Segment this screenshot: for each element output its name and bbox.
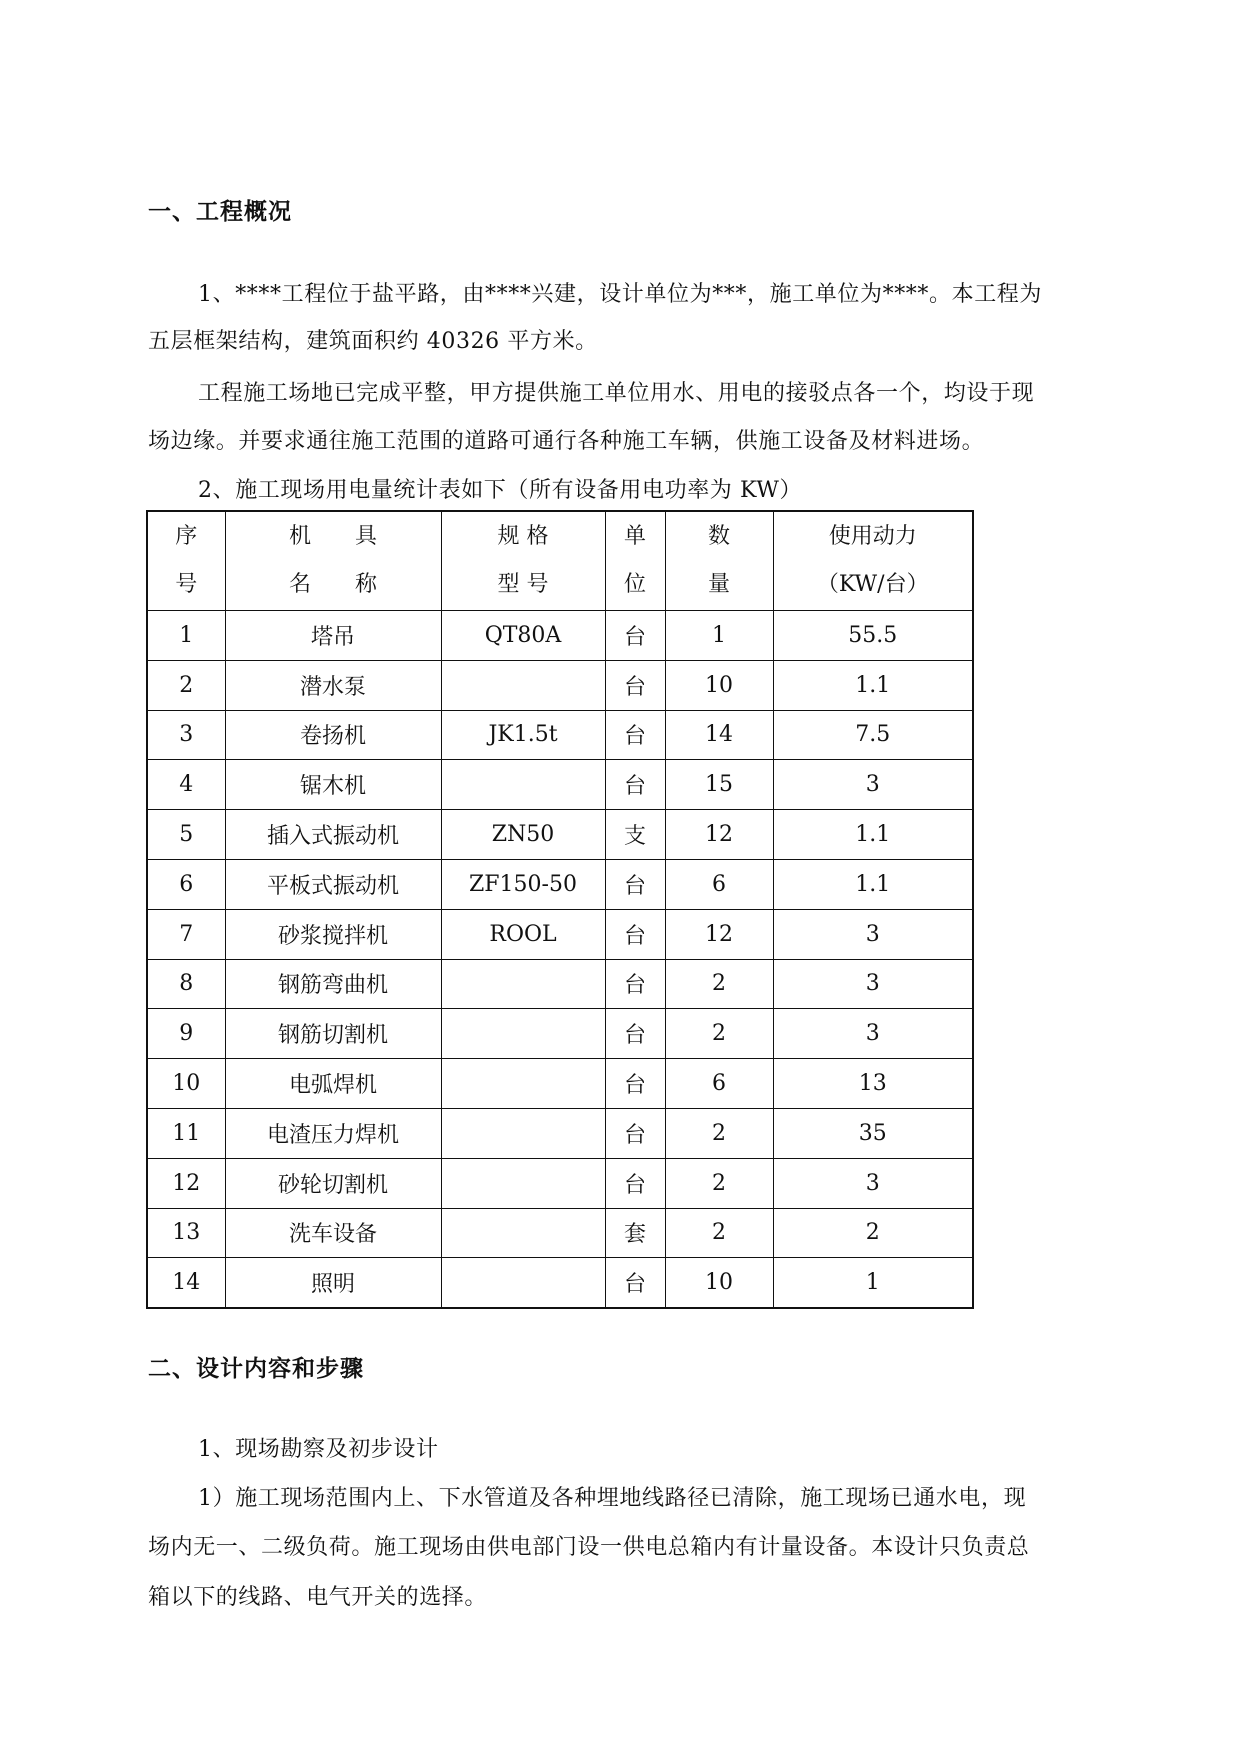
- cell-power: 1: [773, 1258, 973, 1308]
- cell-model: QT80A: [441, 611, 605, 661]
- section-2-paragraph-line-3: 箱以下的线路、电气开关的选择。: [148, 1585, 488, 1610]
- paragraph-2-line-2: 场边缘。并要求通往施工范围的道路可通行各种施工车辆，供施工设备及材料进场。: [148, 429, 985, 454]
- table-row: [147, 710, 973, 760]
- cell-index: 4: [147, 760, 225, 810]
- cell-name: 钢筋弯曲机: [225, 959, 441, 1009]
- cell-index: 14: [147, 1258, 225, 1308]
- cell-quantity: 2: [665, 1108, 773, 1158]
- cell-model: ZF150-50: [441, 859, 605, 909]
- cell-quantity: 1: [665, 611, 773, 661]
- subsection-1-title: 1、现场勘察及初步设计: [198, 1437, 439, 1462]
- section-1-title: 一、工程概况: [148, 199, 292, 225]
- paragraph-2-line-1: 工程施工场地已完成平整，甲方提供施工单位用水、用电的接驳点各一个，均设于现: [198, 381, 1035, 406]
- cell-unit: 台: [605, 1059, 665, 1109]
- cell-quantity: 2: [665, 1158, 773, 1208]
- table-row: [147, 1108, 973, 1158]
- section-2-paragraph-line-2: 场内无一、二级负荷。施工现场由供电部门设一供电总箱内有计量设备。本设计只负责总: [148, 1535, 1030, 1560]
- cell-quantity: 6: [665, 1059, 773, 1109]
- cell-name: 砂浆搅拌机: [225, 909, 441, 959]
- cell-unit: 台: [605, 760, 665, 810]
- header-cell-model: 规 格 型 号: [441, 511, 605, 611]
- cell-index: 7: [147, 909, 225, 959]
- cell-power: 3: [773, 909, 973, 959]
- header-cell-index: 序 号: [147, 511, 225, 611]
- table-row: [147, 1258, 973, 1308]
- cell-power: 7.5: [773, 710, 973, 760]
- cell-name: 电渣压力焊机: [225, 1108, 441, 1158]
- cell-power: 3: [773, 959, 973, 1009]
- cell-index: 3: [147, 710, 225, 760]
- cell-model: ZN50: [441, 810, 605, 860]
- cell-unit: 台: [605, 1158, 665, 1208]
- cell-unit: 支: [605, 810, 665, 860]
- table-header-row: [147, 511, 973, 611]
- table-row: [147, 1158, 973, 1208]
- cell-model: [441, 660, 605, 710]
- cell-model: [441, 1059, 605, 1109]
- cell-power: 3: [773, 760, 973, 810]
- cell-power: 55.5: [773, 611, 973, 661]
- table-row: [147, 1208, 973, 1258]
- cell-model: JK1.5t: [441, 710, 605, 760]
- cell-name: 砂轮切割机: [225, 1158, 441, 1208]
- cell-quantity: 15: [665, 760, 773, 810]
- table-caption: 2、施工现场用电量统计表如下（所有设备用电功率为 KW）: [198, 478, 803, 503]
- table-row: [147, 959, 973, 1009]
- cell-power: 3: [773, 1158, 973, 1208]
- cell-index: 1: [147, 611, 225, 661]
- cell-quantity: 2: [665, 959, 773, 1009]
- cell-power: 35: [773, 1108, 973, 1158]
- cell-unit: 台: [605, 959, 665, 1009]
- cell-unit: 台: [605, 660, 665, 710]
- cell-power: 1.1: [773, 859, 973, 909]
- cell-index: 5: [147, 810, 225, 860]
- cell-model: [441, 959, 605, 1009]
- cell-model: [441, 1108, 605, 1158]
- cell-power: 3: [773, 1009, 973, 1059]
- cell-power: 1.1: [773, 810, 973, 860]
- cell-model: [441, 1009, 605, 1059]
- cell-quantity: 10: [665, 1258, 773, 1308]
- cell-unit: 台: [605, 1258, 665, 1308]
- cell-power: 2: [773, 1208, 973, 1258]
- cell-quantity: 12: [665, 810, 773, 860]
- cell-name: 洗车设备: [225, 1208, 441, 1258]
- cell-index: 13: [147, 1208, 225, 1258]
- cell-name: 钢筋切割机: [225, 1009, 441, 1059]
- cell-index: 2: [147, 660, 225, 710]
- cell-index: 12: [147, 1158, 225, 1208]
- cell-model: [441, 1158, 605, 1208]
- cell-quantity: 10: [665, 660, 773, 710]
- cell-unit: 台: [605, 710, 665, 760]
- cell-unit: 台: [605, 859, 665, 909]
- cell-quantity: 14: [665, 710, 773, 760]
- cell-unit: 台: [605, 909, 665, 959]
- cell-name: 插入式振动机: [225, 810, 441, 860]
- section-2-paragraph-line-1: 1）施工现场范围内上、下水管道及各种埋地线路径已清除，施工现场已通水电，现: [198, 1486, 1027, 1511]
- cell-name: 平板式振动机: [225, 859, 441, 909]
- cell-unit: 台: [605, 1009, 665, 1059]
- paragraph-1-line-1: 1、****工程位于盐平路，由****兴建，设计单位为***，施工单位为****。本工程为: [198, 282, 1042, 307]
- cell-power: 13: [773, 1059, 973, 1109]
- cell-unit: 台: [605, 611, 665, 661]
- table-row: [147, 660, 973, 710]
- table-row: [147, 760, 973, 810]
- cell-index: 6: [147, 859, 225, 909]
- header-cell-quantity: 数 量: [665, 511, 773, 611]
- cell-model: ROOL: [441, 909, 605, 959]
- cell-quantity: 2: [665, 1009, 773, 1059]
- table-row: [147, 909, 973, 959]
- cell-name: 卷扬机: [225, 710, 441, 760]
- cell-quantity: 6: [665, 859, 773, 909]
- paragraph-1-line-2: 五层框架结构，建筑面积约 40326 平方米。: [148, 329, 598, 354]
- table-row: [147, 859, 973, 909]
- table-row: [147, 1009, 973, 1059]
- cell-model: [441, 1258, 605, 1308]
- cell-model: [441, 1208, 605, 1258]
- cell-name: 塔吊: [225, 611, 441, 661]
- cell-unit: 台: [605, 1108, 665, 1158]
- cell-model: [441, 760, 605, 810]
- table-row: [147, 611, 973, 661]
- cell-index: 8: [147, 959, 225, 1009]
- section-2-title: 二、设计内容和步骤: [148, 1356, 364, 1382]
- cell-index: 11: [147, 1108, 225, 1158]
- header-cell-power: 使用动力 （KW/台）: [773, 511, 973, 611]
- cell-index: 9: [147, 1009, 225, 1059]
- cell-unit: 套: [605, 1208, 665, 1258]
- cell-name: 锯木机: [225, 760, 441, 810]
- table-row: [147, 810, 973, 860]
- cell-power: 1.1: [773, 660, 973, 710]
- cell-name: 照明: [225, 1258, 441, 1308]
- cell-quantity: 12: [665, 909, 773, 959]
- header-cell-name: 机 具 名 称: [225, 511, 441, 611]
- cell-name: 电弧焊机: [225, 1059, 441, 1109]
- cell-quantity: 2: [665, 1208, 773, 1258]
- header-cell-unit: 单 位: [605, 511, 665, 611]
- cell-index: 10: [147, 1059, 225, 1109]
- cell-name: 潜水泵: [225, 660, 441, 710]
- table-row: [147, 1059, 973, 1109]
- power-usage-table: [146, 510, 974, 1309]
